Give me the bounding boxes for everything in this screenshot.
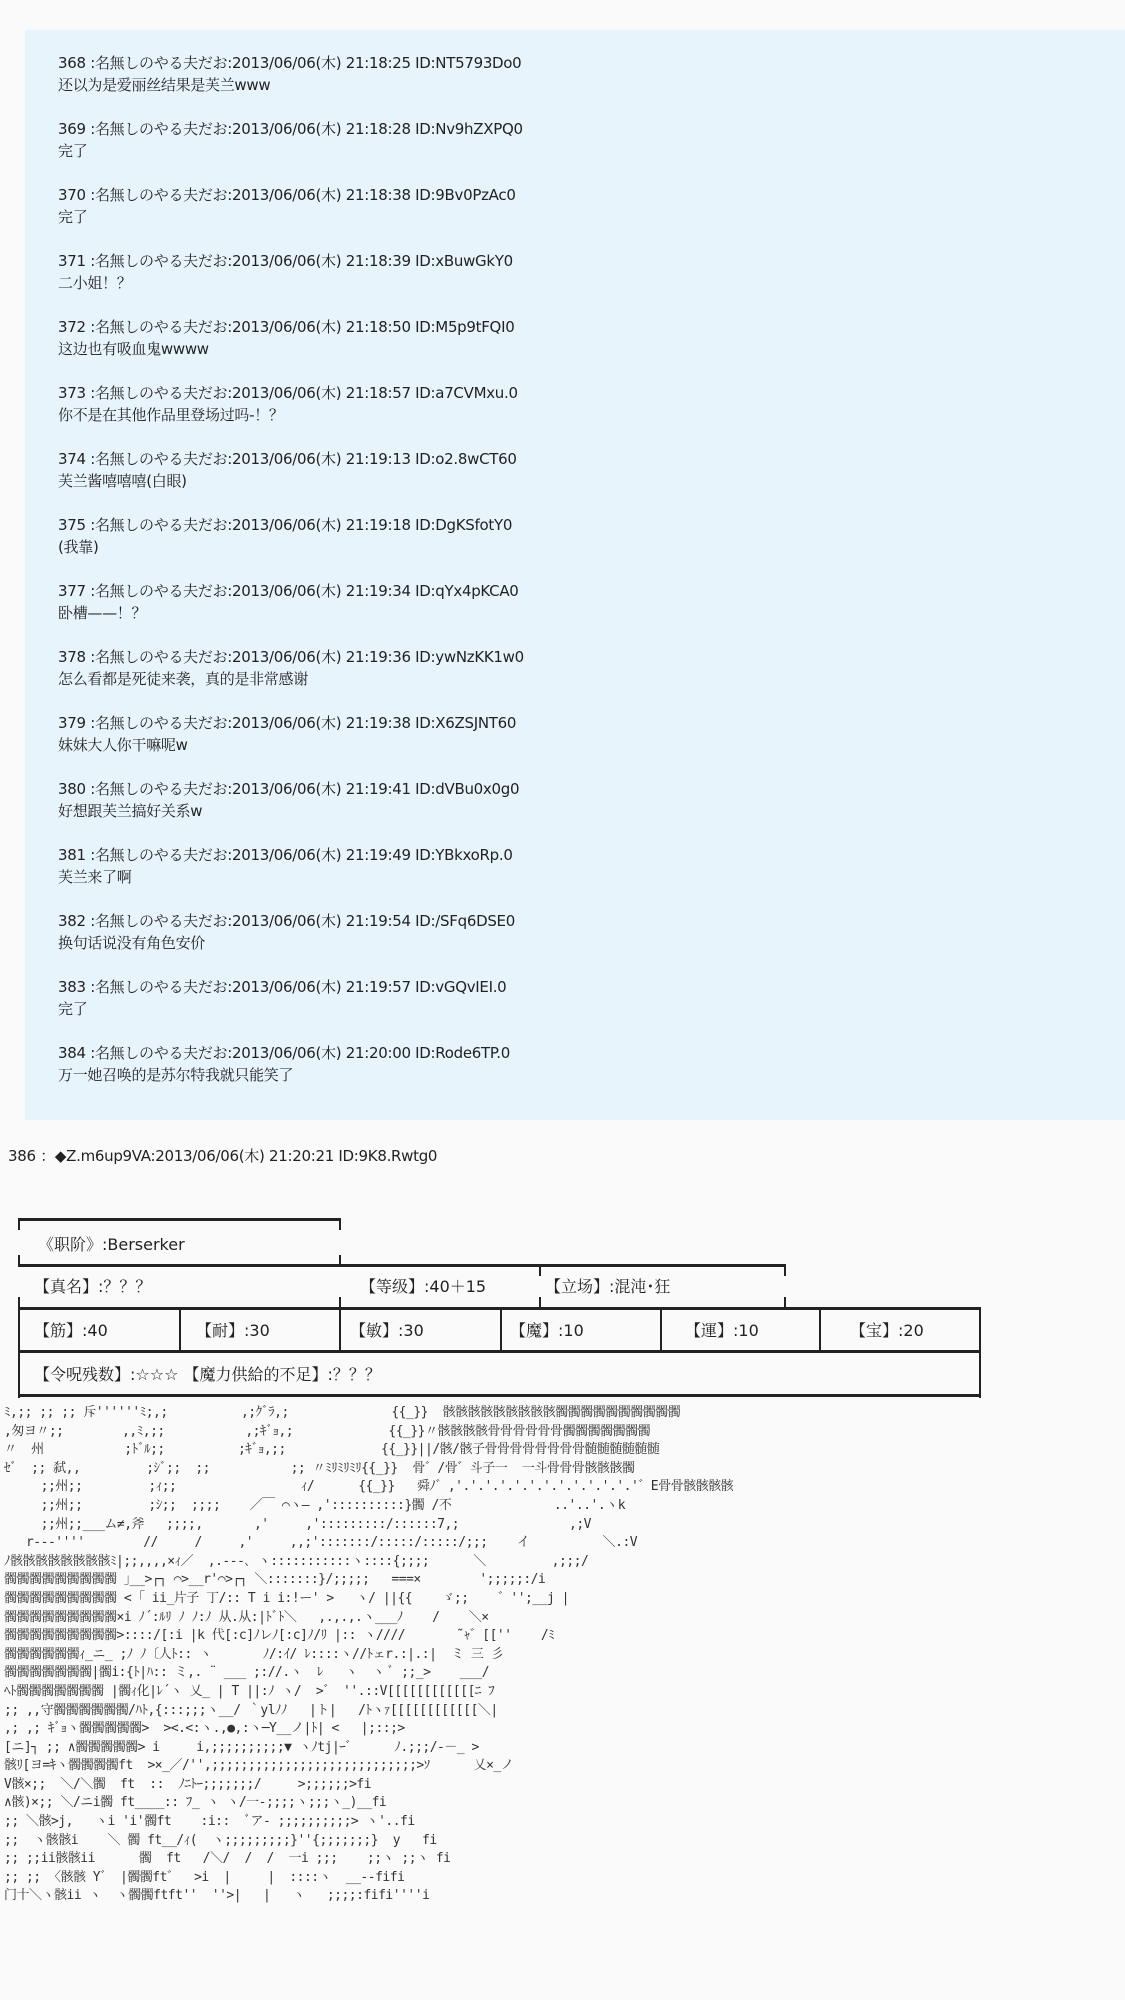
post-header: 384 :名無しのやる夫だお:2013/06/06(木) 21:20:00 ID:Rode6TP.0 <box>58 1044 511 1062</box>
stat-mana: 【魔】:10 <box>510 1321 584 1340</box>
reply-post <box>58 184 516 228</box>
post-header: 373 :名無しのやる夫だお:2013/06/06(木) 21:18:57 ID:a7CVMxu.0 <box>58 384 518 402</box>
reply-post <box>58 580 519 624</box>
reply-post <box>58 844 513 888</box>
alignment-field: 【立场】:混沌･狂 <box>545 1277 671 1296</box>
post-header: 378 :名無しのやる夫だお:2013/06/06(木) 21:19:36 ID:ywNzKK1w0 <box>58 648 524 666</box>
post-header: 382 :名無しのやる夫だお:2013/06/06(木) 21:19:54 ID:/SFq6DSE0 <box>58 912 515 930</box>
post-header: 371 :名無しのやる夫だお:2013/06/06(木) 21:18:39 ID:xBuwGkY0 <box>58 252 513 270</box>
post-header: 368 :名無しのやる夫だお:2013/06/06(木) 21:18:25 ID:NT5793Do0 <box>58 54 522 72</box>
post-body: 还以为是爱丽丝结果是芙兰www <box>58 76 271 94</box>
post-header: 375 :名無しのやる夫だお:2013/06/06(木) 21:19:18 ID:DgKSfotY0 <box>58 516 513 534</box>
divider <box>179 1307 181 1352</box>
post-body: (我靠) <box>58 538 99 556</box>
post-header: 377 :名無しのやる夫だお:2013/06/06(木) 21:19:34 ID:qYx4pKCA0 <box>58 582 519 600</box>
divider <box>18 1307 20 1352</box>
divider <box>339 1307 341 1352</box>
divider <box>500 1307 502 1352</box>
post-header: 369 :名無しのやる夫だお:2013/06/06(木) 21:18:28 ID:Nv9hZXPQ0 <box>58 120 523 138</box>
post-header: 383 :名無しのやる夫だお:2013/06/06(木) 21:19:57 ID:vGQvIEI.0 <box>58 978 507 996</box>
divider <box>819 1307 821 1352</box>
level-field: 【等级】:40＋15 <box>360 1277 487 1296</box>
divider <box>339 1218 341 1230</box>
post-body: 芙兰酱嘻嘻嘻(白眼) <box>58 472 187 490</box>
reply-post <box>58 514 512 558</box>
stat-agility: 【敏】:30 <box>350 1321 424 1340</box>
reply-post <box>58 1042 510 1086</box>
divider <box>979 1307 981 1352</box>
reply-post <box>58 646 524 690</box>
reply-post <box>58 712 516 756</box>
divider <box>539 1264 541 1276</box>
post-body: 好想跟芙兰搞好关系w <box>58 802 203 820</box>
stat-noble-phantasm: 【宝】:20 <box>850 1321 924 1340</box>
post-body: 怎么看都是死徒来袭，真的是非常感谢 <box>58 670 308 688</box>
reply-post <box>58 118 523 162</box>
command-seal-field: 【令呪残数】:☆☆☆ 【魔力供給的不足】:？？？ <box>34 1365 381 1384</box>
reply-post <box>58 316 514 360</box>
divider <box>18 1218 20 1230</box>
post-body: 妹妹大人你干嘛呢w <box>58 736 188 754</box>
main-post-header: 386 ：◆Z.m6up9VA:2013/06/06(木) 21:20:21 ID:9K8.Rwtg0 <box>8 1147 438 1165</box>
divider <box>18 1350 981 1353</box>
post-body: 换句话说没有角色安价 <box>58 934 206 952</box>
divider <box>18 1264 786 1267</box>
stat-endurance: 【耐】:30 <box>196 1321 270 1340</box>
reply-post <box>58 382 518 426</box>
post-body: 卧槽——！？ <box>58 604 147 622</box>
post-body: 完了 <box>58 142 88 160</box>
post-body: 万一她召唤的是苏尔特我就只能笑了 <box>58 1066 294 1084</box>
post-body: 完了 <box>58 208 88 226</box>
post-header: 372 :名無しのやる夫だお:2013/06/06(木) 21:18:50 ID:M5p9tFQI0 <box>58 318 515 336</box>
post-header: 379 :名無しのやる夫だお:2013/06/06(木) 21:19:38 ID:X6ZSJNT60 <box>58 714 517 732</box>
post-body: 芙兰来了啊 <box>58 868 132 886</box>
reply-post <box>58 778 519 822</box>
post-header: 380 :名無しのやる夫だお:2013/06/06(木) 21:19:41 ID:dVBu0x0g0 <box>58 780 520 798</box>
true-name-field: 【真名】:？？？ <box>34 1277 152 1296</box>
post-body: 完了 <box>58 1000 88 1018</box>
divider <box>18 1218 341 1221</box>
post-header: 381 :名無しのやる夫だお:2013/06/06(木) 21:19:49 ID:YBkxoRp.0 <box>58 846 513 864</box>
divider <box>660 1307 662 1352</box>
reply-post <box>58 250 513 294</box>
post-header: 370 :名無しのやる夫だお:2013/06/06(木) 21:18:38 ID:9Bv0PzAc0 <box>58 186 516 204</box>
post-header: 374 :名無しのやる夫だお:2013/06/06(木) 21:19:13 ID:o2.8wCT60 <box>58 450 517 468</box>
post-body: 二小姐！？ <box>58 274 132 292</box>
divider <box>18 1394 981 1397</box>
reply-post <box>58 910 515 954</box>
post-body: 这边也有吸血鬼wwww <box>58 340 209 358</box>
post-body: 你不是在其他作品里登场过吗-！？ <box>58 406 284 424</box>
ascii-art: ﾐ,;; ;; ;; 斥''''''ﾐ;,; ,;ｸﾞﾗ,; {{_}} 骸骸骸骸骸骸骸骸骸髑髑髑髑髑髑髑髑髑髑 ,匆ヨ〃;; ,,ﾐ,;; ,;ｷﾞｮ,; {{_}}〃骸骸骸骸骨骨骨骨骨骨髑髑髑髑髑髑髑 〃 州 ;ﾄﾞﾙ;; ;ｷﾞｮ,;; {{_}}||/骸/骸子骨骨骨骨骨骨骨骨髄髄髄髄髄髄 ｾﾞ ;; 弑,, ;ｼﾞ;; ;; ;; 〃ﾐﾘﾐﾘﾐﾘ{{_}} 骨゛/骨゛斗子一 一斗骨骨骨骸骸骸髑 ;;州;; ;ｨ;; ｨ/ {{_}} 舜ﾉ゛,'.'.'.'.'.'.'.'.'.'.'.'.'゛E骨骨骸骸骸骸 ;;州;; ;ｼ;; ;;;; ／￣ ⌒ヽ― ,'::::::::::}髑 /不 ..'..'.ヽk ;;州;;___ム≠,斧 ;;;;, ,' ,':::::::::/::::::7,; ,;V r---'''' // / ,' ,,;':::::::/:::::/:::::/;;; イ ＼.:V ﾉ骸骸骸骸骸骸骸骸ﾐ|;;,,,,×ｨ／ ,.-‐-､ ヽ:::::::::::ヽ::::{;;;; ＼ ,;;;/ 髑髑髑髑髑髑髑髑髑 ｣__>┌┐ ⌒>__r'⌒>┌┐ ＼:::::::}/;;;;; ===× ';;;;;:/i 髑髑髑髑髑髑髑髑髑 < ｢ ii_片子 丁/:: T i i:!ー' > ヽ/ ||{{ ゞ;; ゛'';__j | 髑髑髑髑髑髑髑髑髑×i ﾉ´:ﾙﾘ ﾉ ﾉ:ﾉ 从.从:|ﾄﾞﾄ＼ ,.,.,.ヽ___ﾉ / ＼× 髑髑髑髑髑髑髑髑髑>::::/[:i |k 代[:c]ﾉレﾉ[:c]ﾉ/ﾘ |:: ヽ//// ˜ｬ゛[['' /ﾐ 髑髑髑髑髑髑ｨ_ニ_ ;ﾉ ﾉ〔人ﾄ:: ヽ ﾉ/:ｲ/ ﾚ::::ヽ//ﾄェr.:|.:| ミ 三 彡 髑髑髑髑髑髑髑|髑i:{ﾄ|ﾊ:: ミ,. ¨ ___ ;://.ヽ ﾚ ヽ ヽ ﾞ ;;_> ___/ ﾍﾄ髑髑髑髑髑髑髑 |髑ｨ化|ﾚ´ヽ 乂_ | T ||:ﾉ ヽ/ >゛ ''.::V[[[[[[[[[[[[ﾆ ﾌ ;; ,,守髑髑髑髑髑髑/ﾊﾄ,{:::;;;ヽ__/ ｀ylﾉﾉ |ト| /ﾄヽｧ[[[[[[[[[[[[＼| ,; ,; ｷﾞｮヽ髑髑髑髑髑> ><.<:ヽ.,●,:ヽ─Y__ノ|ﾄ| < |;::;> [ニ]┐ ;; ∧髑髑髑髑髑> i i,;;;;;;;;;;▼ ヽﾉtj|ｰ゛ ﾉ.;;;/‐－_ > 骸ﾘ[ヨ=ｷヽ髑髑髑髑ft >×_／/'',;;;;;;;;;;;;;;;;;;;;;;;;;;;;>ｿ 乂×_ノ V骸×;; ＼/＼髑 ft :: ﾉﾆﾄｰ;;;;;;;/ >;;;;;;>fi ∧骸)×;; ＼/ニi髑 ft____:: ﾌ_ ヽ ヽ/一-;;;;ヽ;;;ヽ_)__fi ;; ＼骸>j, ヽi 'i'髑ft :i:: ﾞア‐ ;;;;;;;;;;> ヽ'..fi ;; ヽ骸骸i ＼ 髑 ft__/ｨ( ヽ;;;;;;;;;}''{;;;;;;;} y fi ;; ;;ii骸骸ii 髑 ft /＼/ / / 一i ;;; ;;ヽ ;;ヽ fi ;; ;; 〈骸骸 Y゛ |髑髑ft゛ >i | | ::::ヽ __--fifi 门十＼ヽ骸ii ヽ ヽ髑髑ftft'' ''>| | ヽ ;;;;:fifi''''i <box>4 1405 734 1904</box>
stat-strength: 【筋】:40 <box>34 1321 108 1340</box>
reply-post <box>58 448 517 492</box>
class-field: 《职阶》:Berserker <box>38 1235 185 1254</box>
reply-post <box>58 52 521 96</box>
divider <box>784 1264 786 1276</box>
reply-post <box>58 976 506 1020</box>
divider <box>18 1350 20 1398</box>
stat-luck: 【運】:10 <box>685 1321 759 1340</box>
divider <box>979 1350 981 1398</box>
